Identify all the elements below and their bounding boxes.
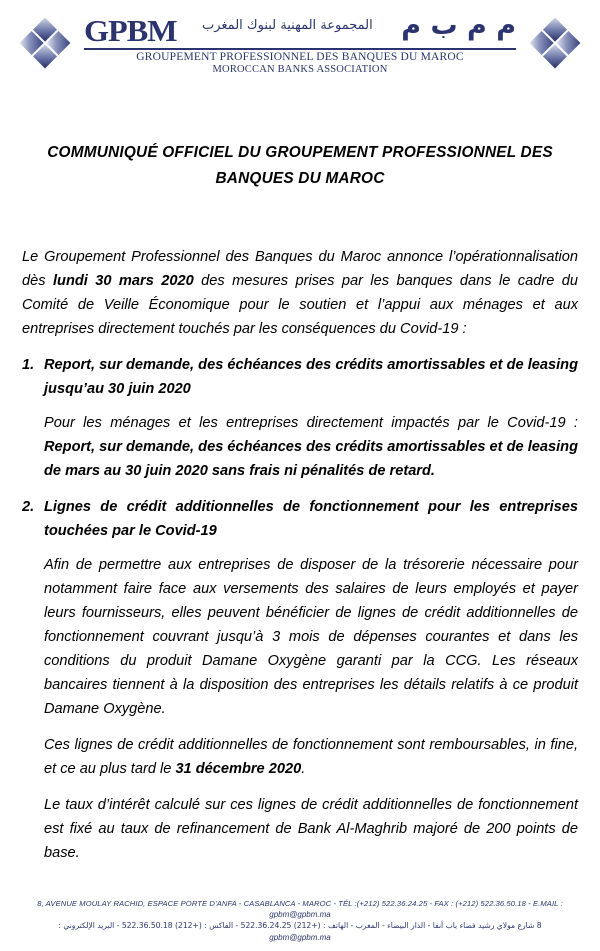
intro-highlight-date: lundi 30 mars 2020 — [52, 273, 194, 289]
paragraph-text-normal: Pour les ménages et les entreprises directement impactés par le Covid-19 : — [44, 415, 578, 431]
brand-top-row — [84, 10, 516, 52]
list-item — [22, 353, 578, 401]
list-item-heading: Report, sur demande, des échéances des crédits amortissables et de leasing jusqu’au 30 juin 2020 — [44, 357, 578, 397]
paragraph-text-normal-tail: . — [301, 761, 306, 777]
paragraph — [44, 553, 578, 721]
paragraph-text-normal: Afin de permettre aux entreprises de disposer de la trésorerie nécessaire pour notamment faire face aux versements des salaires de leurs employés et payer leurs fournisseurs, elles peuvent bénéficier de lignes de crédit additionnelles de fonctionnement couvrant jusqu’à 3 mois de dépenses courantes et dans les conditions du produit Damane Oxygène garanti par la CCG. Les réseaux bancaires tiennent à la disposition des entreprises les détails relatifs à ce produit Damane Oxygène. — [44, 557, 578, 717]
intro-text-part-1: Le Groupement Professionnel des Banques du Maroc annonce l’opérationnalisation dès — [22, 249, 578, 289]
brand-block — [84, 10, 516, 52]
brand-name-arabic: المجموعة المهنية لبنوك المغرب — [202, 18, 373, 33]
footer-email-arabic: gpbm@gpbm.ma — [269, 933, 331, 942]
intro-text-part-2: des mesures prises par les banques dans le cadre du Comité de Veille Économique pour le soutien et l’appui aux ménages et aux entreprises directement touchés par les conséquences du Covid-19 : — [22, 273, 578, 337]
paragraph — [44, 793, 578, 865]
intro-paragraph — [22, 245, 578, 341]
footer-address-arabic: 8 شارع مولاي رشيد فضاء باب أنفا - الدار البيضاء - المغرب - الهاتف : (+212) 522.36.24.25 - الفاكس : (+212) 522.36.50.18 - البريد الإلكتروني : — [58, 921, 542, 930]
brand-acronym-latin: GPBM — [84, 13, 177, 48]
footer-email-french: gpbm@gpbm.ma — [269, 910, 331, 919]
page-title — [22, 140, 578, 192]
page-title-line-1: COMMUNIQUÉ OFFICIEL DU GROUPEMENT PROFESSIONNEL DES — [47, 144, 553, 161]
list-item-body — [22, 411, 578, 483]
paragraph-text-normal: Ces lignes de crédit additionnelles de fonctionnement sont remboursables, in fine, et ce au plus tard le — [44, 737, 578, 777]
paragraph — [44, 733, 578, 781]
page-footer — [0, 898, 600, 943]
gpbm-diamond-logo-right — [528, 16, 582, 70]
paragraph — [44, 411, 578, 483]
list-item — [22, 495, 578, 543]
paragraph-text-bold: 31 décembre 2020 — [175, 761, 302, 777]
brand-name-french: GROUPEMENT PROFESSIONNEL DES BANQUES DU MAROC — [136, 51, 464, 63]
list-item-body — [22, 553, 578, 865]
paragraph-text-bold: Report, sur demande, des échéances des crédits amortissables et de leasing de mars au 30 juin 2020 sans frais ni pénalités de retard. — [44, 439, 578, 479]
list-item-marker: 2. — [22, 499, 35, 515]
footer-address-french: 8, AVENUE MOULAY RACHID, ESPACE PORTE D’ANFA - CASABLANCA - MAROC - TÉL :(+212) 522.36.24.25 - FAX : (+212) 522.36.50.18 - E.MAIL : — [37, 899, 563, 908]
brand-acronym-arabic: م م ب م — [401, 10, 516, 41]
brand-name-english: MOROCCAN BANKS ASSOCIATION — [212, 64, 388, 75]
gpbm-diamond-logo-left — [18, 16, 72, 70]
brand-divider — [84, 48, 516, 50]
page-header — [0, 0, 600, 86]
list-item-marker: 1. — [22, 357, 35, 373]
list-item-heading: Lignes de crédit additionnelles de fonctionnement pour les entreprises touchées par le Covid-19 — [44, 499, 578, 539]
document-body — [22, 245, 578, 877]
page-title-line-2: BANQUES DU MAROC — [215, 170, 385, 187]
paragraph-text-normal: Le taux d’intérêt calculé sur ces lignes de crédit additionnelles de fonctionnement est fixé au taux de refinancement de Bank Al-Maghrib majoré de 200 points de base. — [44, 797, 578, 861]
